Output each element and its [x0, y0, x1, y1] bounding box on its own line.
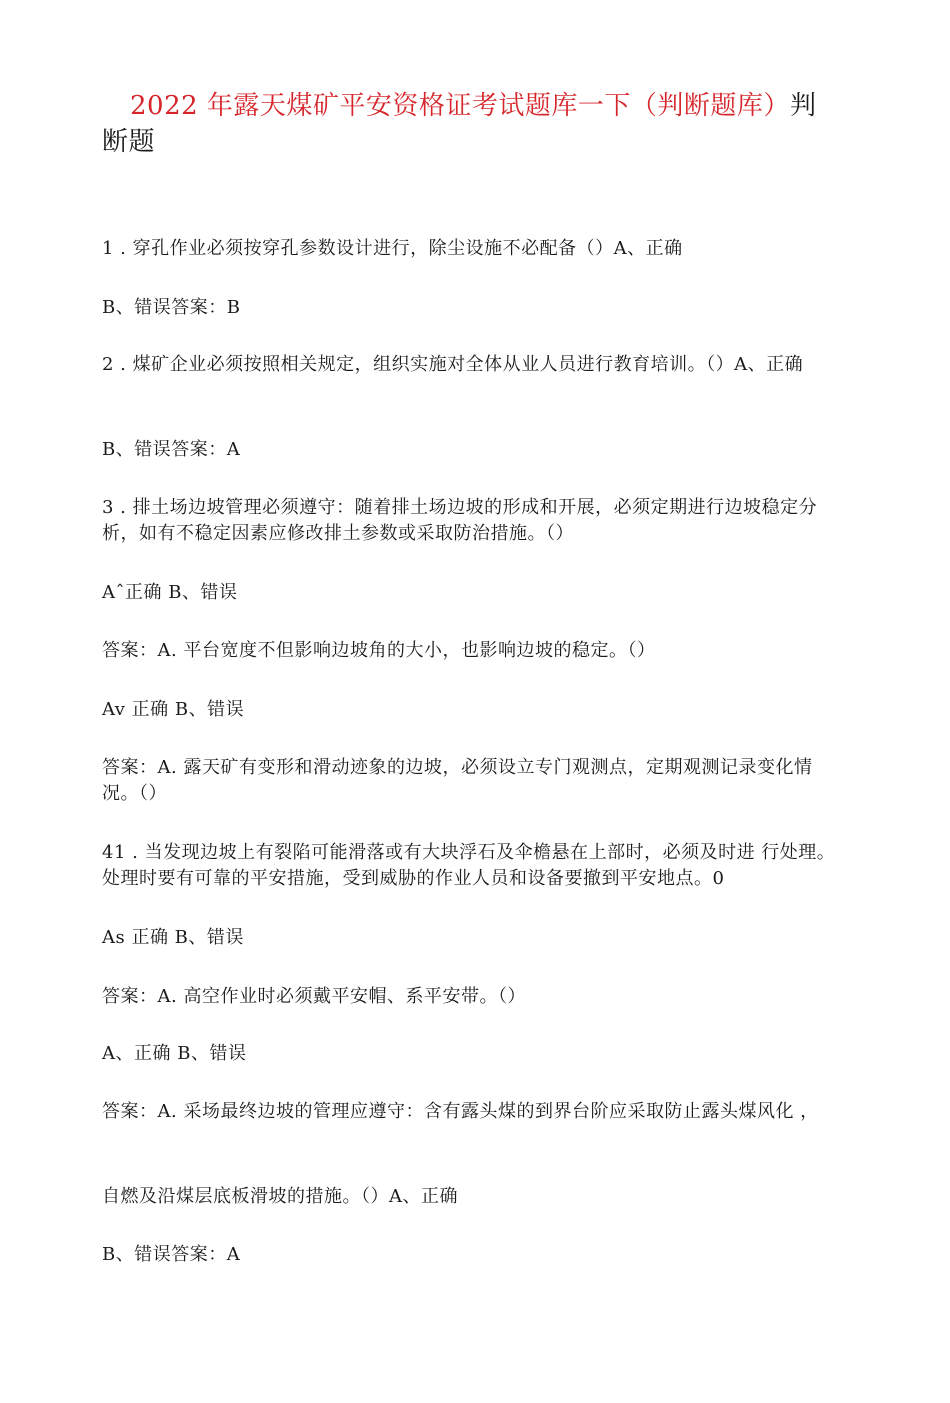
question-3-text: 3 . 排土场边坡管理必须遵守：随着排土场边坡的形成和开展，必须定期进行边坡稳定分析，如有不稳定因素应修改排土参数或采取防治措施。（） — [102, 497, 818, 544]
question-5-text: 答案：A. 露天矿有变形和滑动迹象的边坡，必须设立专门观测点，定期观测记录变化情 况。（） — [102, 757, 819, 804]
question-6-text: 答案：A. 高空作业时必须戴平安帽、系平安带。（） — [102, 986, 526, 1007]
title-red-part: 2022 年露天煤矿平安资格证考试题库一下（判断题库） — [130, 91, 790, 121]
question-2-text: 2 . 煤矿企业必须按照相关规定，组织实施对全体从业人员进行教育培训。（）A、正确 — [102, 354, 804, 375]
question-41-options: As 正确 B、错误 — [102, 927, 244, 948]
document-title — [102, 88, 842, 160]
question-4-text: 答案：A. 平台宽度不但影响边坡角的大小，也影响边坡的稳定。（） — [102, 640, 656, 661]
question-3-options: Aˆ正确 B、错误 — [102, 582, 238, 603]
question-1-text: 1 . 穿孔作业必须按穿孔参数设计进行，除尘设施不必配备（）A、正确 — [102, 238, 683, 259]
question-4-options: Av 正确 B、错误 — [102, 699, 245, 720]
question-7-answer: B、错误答案：A — [102, 1244, 241, 1265]
question-7-continued: 自燃及沿煤层底板滑坡的措施。（）A、正确 — [102, 1186, 458, 1207]
title-black-tail: 判 — [789, 91, 817, 121]
question-41-text: 41 . 当发现边坡上有裂陷可能滑落或有大块浮石及伞檐悬在上部时，必须及时进 行处理。处理时要有可靠的平安措施，受到威胁的作业人员和设备要撤到平安地点。0 — [102, 842, 836, 889]
question-7-text: 答案：A. 采场最终边坡的管理应遵守：含有露头煤的到界台阶应采取防止露头煤风化 ， — [102, 1101, 819, 1122]
question-2-answer: B、错误答案：A — [102, 439, 241, 460]
title-second-line: 断题 — [102, 127, 156, 157]
question-1-answer: B、错误答案：B — [102, 297, 241, 318]
question-6-options: A、正确 B、错误 — [102, 1043, 247, 1064]
